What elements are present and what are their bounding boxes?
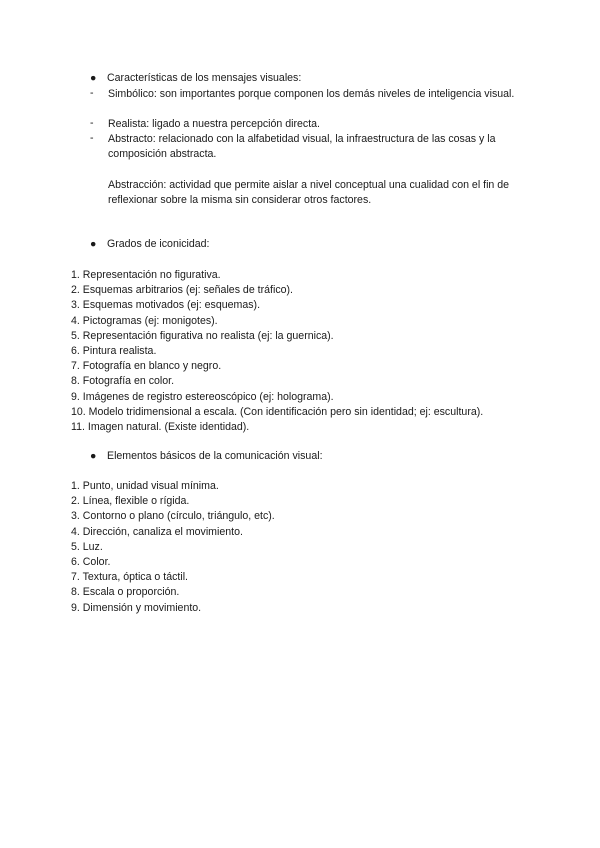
heading-text: Características de los mensajes visuales:	[107, 72, 302, 84]
list-item: 9. Imágenes de registro estereoscópico (ej: holograma).	[71, 390, 334, 403]
list-item: 5. Luz.	[71, 540, 103, 553]
elements-list	[71, 479, 275, 616]
bullet-icon: ●	[90, 238, 97, 250]
heading-text: Grados de iconicidad:	[107, 238, 210, 250]
list-item: 2. Esquemas arbitrarios (ej: señales de tráfico).	[71, 284, 293, 297]
section-heading-caracteristicas	[90, 72, 301, 84]
abstraction-note: Abstracción: actividad que permite aislar a nivel conceptual una cualidad con el fin de reflexionar sobre la misma sin considerar otros factores.	[108, 179, 510, 206]
bullet-icon: ●	[90, 450, 97, 462]
list-item	[90, 87, 530, 102]
list-item	[90, 132, 530, 162]
dash-marker: -	[90, 132, 94, 144]
bullet-icon: ●	[90, 72, 97, 84]
list-item: 9. Dimensión y movimiento.	[71, 601, 202, 614]
list-item: 7. Fotografía en blanco y negro.	[71, 360, 222, 373]
list-item: 5. Representación figurativa no realista (ej: la guernica).	[71, 329, 334, 342]
list-item: 1. Punto, unidad visual mínima.	[71, 480, 219, 492]
iconicity-list	[71, 268, 483, 435]
list-item: 2. Línea, flexible o rígida.	[71, 495, 190, 508]
list-item: 11. Imagen natural. (Existe identidad).	[71, 420, 250, 433]
list-item: 3. Contorno o plano (círculo, triángulo, etc).	[71, 510, 275, 523]
list-item: 7. Textura, óptica o táctil.	[71, 571, 188, 584]
list-item-text: Realista: ligado a nuestra percepción directa.	[108, 118, 320, 130]
list-item: 6. Pintura realista.	[71, 344, 157, 357]
list-item: 8. Fotografía en color.	[71, 375, 175, 388]
section-heading-iconicidad	[90, 238, 209, 250]
dash-marker: -	[90, 87, 94, 99]
list-item-text: Simbólico: son importantes porque componen los demás niveles de inteligencia visual.	[108, 88, 515, 100]
list-item	[90, 117, 530, 132]
list-item-text: Abstracto: relacionado con la alfabetidad visual, la infraestructura de las cosas y la composición abstracta.	[108, 133, 496, 160]
list-item: 4. Pictogramas (ej: monigotes).	[71, 314, 218, 327]
list-item: 3. Esquemas motivados (ej: esquemas).	[71, 299, 261, 312]
dash-marker: -	[90, 117, 94, 129]
list-item: 6. Color.	[71, 555, 111, 568]
list-item: 1. Representación no figurativa.	[71, 269, 221, 281]
section-heading-elementos	[90, 450, 323, 462]
heading-text: Elementos básicos de la comunicación visual:	[107, 450, 323, 462]
list-item: 4. Dirección, canaliza el movimiento.	[71, 525, 243, 538]
list-item: 8. Escala o proporción.	[71, 586, 180, 599]
list-item: 10. Modelo tridimensional a escala. (Con identificación pero sin identidad; ej: escultura).	[71, 405, 484, 418]
